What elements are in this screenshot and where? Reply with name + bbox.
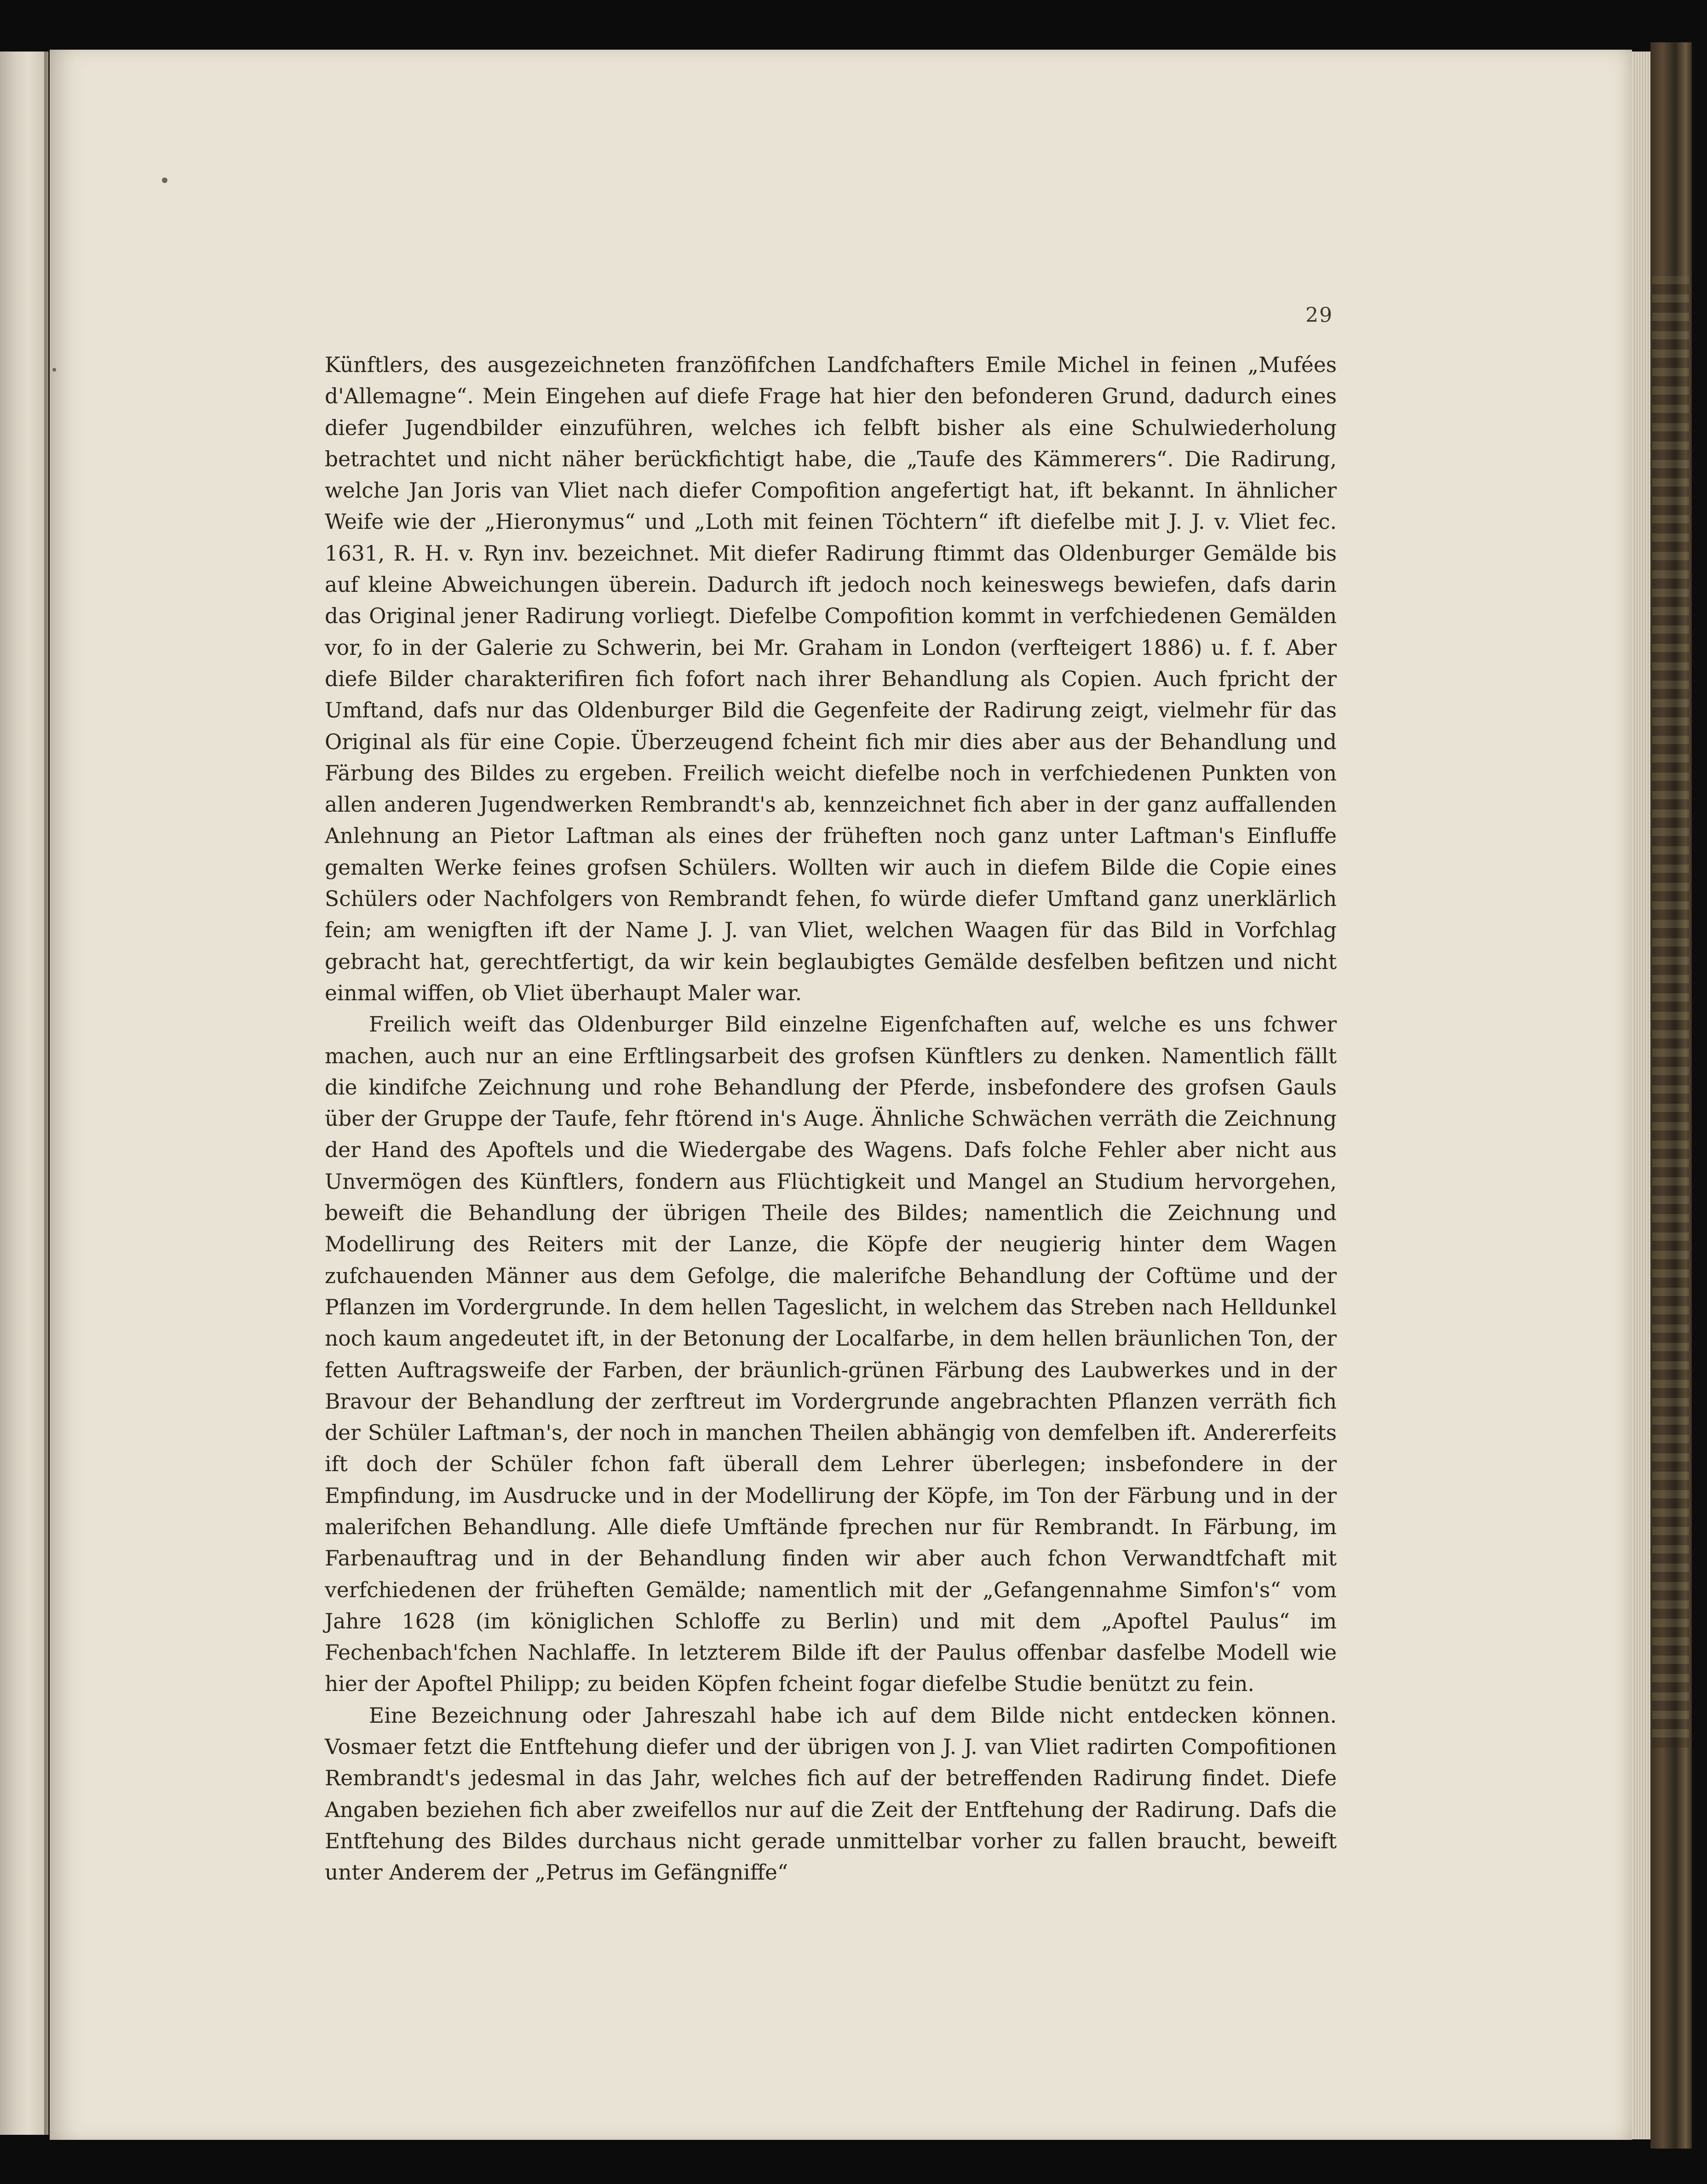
paper-speck <box>162 178 167 183</box>
paragraph-1: Künftlers, des ausgezeichneten franzöfifchen Landfchafters Emile Michel in feinen „Mufées d'Allemagne“. Mein Eingehen auf diefe Frage hat hier den befonderen Grund, dadurch eines diefer Jugendbilder einzuführen, welches ich felbft bisher als eine Schulwiederholung betrachtet und nicht näher berückfichtigt habe, die „Taufe des Kämmerers“. Die Radirung, welche Jan Joris van Vliet nach diefer Compofition angefertigt hat, ift bekannt. In ähnlicher Weife wie der „Hieronymus“ und „Loth mit feinen Töchtern“ ift diefelbe mit J. J. v. Vliet fec. 1631, R. H. v. Ryn inv. bezeichnet. Mit diefer Radirung ftimmt das Oldenburger Gemälde bis auf kleine Abweichungen überein. Dadurch ift jedoch noch keineswegs bewiefen, dafs darin das Original jener Radirung vorliegt. Diefelbe Compofition kommt in verfchiedenen Gemälden vor, fo in der Galerie zu Schwerin, bei Mr. Graham in London (verfteigert 1886) u. f. f. Aber diefe Bilder charakterifiren fich fofort nach ihrer Behandlung als Copien. Auch fpricht der Umftand, dafs nur das Oldenburger Bild die Gegenfeite der Radirung zeigt, vielmehr für das Original als für eine Copie. Überzeugend fcheint fich mir dies aber aus der Behandlung und Färbung des Bildes zu ergeben. Freilich weicht diefelbe noch in verfchiedenen Punkten von allen anderen Jugendwerken Rembrandt's ab, kennzeichnet fich aber in der ganz auffallenden Anlehnung an Pietor Laftman als eines der früheften noch ganz unter Laftman's Einfluffe gemalten Werke feines grofsen Schülers. Wollten wir auch in diefem Bilde die Copie eines Schülers oder Nachfolgers von Rembrandt fehen, fo würde diefer Umftand ganz unerklärlich fein; am wenigften ift der Name J. J. van Vliet, welchen Waagen für das Bild in Vorfchlag gebracht hat, gerechtfertigt, da wir kein beglaubigtes Gemälde desfelben befitzen und nicht einmal wiffen, ob Vliet überhaupt Maler war. <box>325 353 1337 1005</box>
facing-page-edge <box>0 52 48 2135</box>
body-text <box>325 350 1337 1889</box>
cover-texture <box>1652 276 1689 1748</box>
paragraph-2: Freilich weift das Oldenburger Bild einzelne Eigenfchaften auf, welche es uns fchwer machen, auch nur an eine Erftlingsarbeit des grofsen Künftlers zu denken. Namentlich fällt die kindifche Zeichnung und rohe Behandlung der Pferde, insbefondere des grofsen Gauls über der Gruppe der Taufe, fehr ftörend in's Auge. Ähnliche Schwächen verräth die Zeichnung der Hand des Apoftels und die Wiedergabe des Wagens. Dafs folche Fehler aber nicht aus Unvermögen des Künftlers, fondern aus Flüchtigkeit und Mangel an Studium hervorgehen, beweift die Behandlung der übrigen Theile des Bildes; namentlich die Zeichnung und Modellirung des Reiters mit der Lanze, die Köpfe der neugierig hinter dem Wagen zufchauenden Männer aus dem Gefolge, die malerifche Behandlung der Coftüme und der Pflanzen im Vordergrunde. In dem hellen Tageslicht, in welchem das Streben nach Helldunkel noch kaum angedeutet ift, in der Betonung der Localfarbe, in dem hellen bräunlichen Ton, der fetten Auftragsweife der Farben, der bräunlich-grünen Färbung des Laubwerkes und in der Bravour der Behandlung der zerftreut im Vordergrunde angebrachten Pflanzen verräth fich der Schüler Laftman's, der noch in manchen Theilen abhängig von demfelben ift. Andererfeits ift doch der Schüler fchon faft überall dem Lehrer überlegen; insbefondere in der Empfindung, im Ausdrucke und in der Modellirung der Köpfe, im Ton der Färbung und in der malerifchen Behandlung. Alle diefe Umftände fprechen nur für Rembrandt. In Färbung, im Farbenauftrag und in der Behandlung finden wir aber auch fchon Verwandtfchaft mit verfchiedenen der früheften Gemälde; namentlich mit der „Gefangennahme Simfon's“ vom Jahre 1628 (im königlichen Schloffe zu Berlin) und mit dem „Apoftel Paulus“ im Fechenbach'fchen Nachlaffe. In letzterem Bilde ift der Paulus offenbar dasfelbe Modell wie hier der Apoftel Philipp; zu beiden Köpfen fcheint fogar diefelbe Studie benützt zu fein. <box>325 1012 1337 1697</box>
paragraph-3: Eine Bezeichnung oder Jahreszahl habe ich auf dem Bilde nicht entdecken können. Vosmaer fetzt die Entftehung diefer und der übrigen von J. J. van Vliet radirten Compofitionen Rembrandt's jedesmal in das Jahr, welches fich auf der betreffenden Radirung findet. Diefe Angaben beziehen fich aber zweifellos nur auf die Zeit der Entftehung der Radirung. Dafs die Entftehung des Bildes durchaus nicht gerade unmittelbar vorher zu fallen braucht, beweift unter Anderem der „Petrus im Gefängniffe“ <box>325 1703 1337 1885</box>
paper-speck <box>52 368 56 372</box>
page-edges <box>1632 52 1650 2139</box>
page-number: 29 <box>1305 304 1333 327</box>
